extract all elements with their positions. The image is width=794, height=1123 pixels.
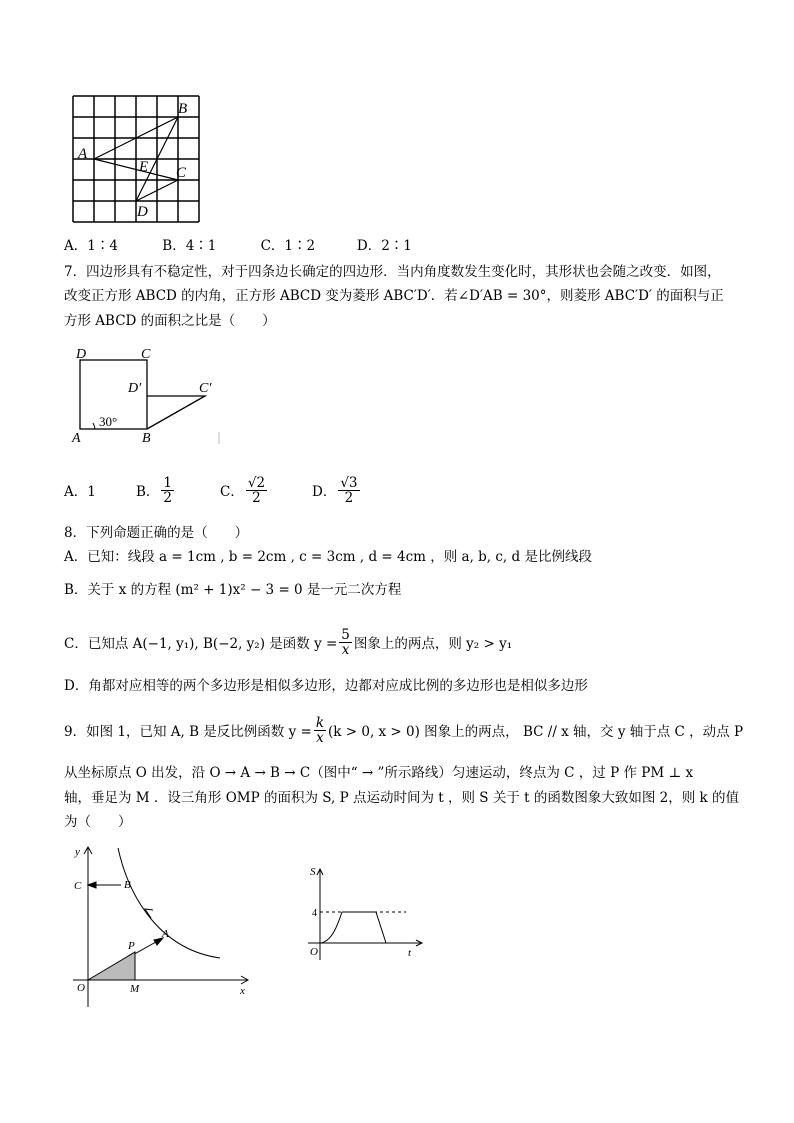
q9-line-1-pre: 9．如图 1，已知 A, B 是反比例函数 y =: [64, 724, 312, 740]
q7-line-3: 方形 ABCD 的面积之比是（ ）: [64, 313, 276, 329]
denominator: x: [316, 729, 324, 746]
q7-option-c-fraction: [246, 476, 267, 505]
q6-options: [64, 236, 412, 256]
denominator: 2: [252, 489, 261, 506]
label-A: A: [78, 146, 88, 162]
q7-option-b: [136, 476, 220, 505]
numerator: 1: [163, 474, 173, 491]
label-A: A: [72, 431, 81, 446]
label-D: D: [76, 347, 87, 362]
numerator: √2: [247, 474, 266, 491]
label-D: D: [137, 204, 148, 220]
q9-line-1: [64, 712, 743, 748]
numerator: √3: [340, 474, 358, 491]
numerator: 5: [341, 626, 350, 643]
q7-option-a: A．1: [64, 484, 96, 500]
q8-option-b: B．关于 x 的方程 (m² + 1)x² − 3 = 0 是一元二次方程: [64, 582, 402, 598]
q7-option-d-prefix: D．: [312, 484, 337, 500]
q8-option-c-pre: C．已知点 A(−1, y₁), B(−2, y₂) 是函数 y =: [64, 636, 338, 652]
q9-fraction: [314, 716, 326, 745]
q8-option-c: [64, 624, 512, 660]
q7-option-d-fraction: [338, 476, 359, 505]
denominator: x: [341, 641, 350, 658]
q6-option-c: C．1∶2: [260, 238, 316, 254]
label-B: B: [142, 431, 151, 446]
label-C: C: [141, 347, 151, 362]
label-O: O: [77, 982, 85, 994]
label-P: P: [128, 940, 135, 952]
q9-line-1-post: (k > 0, x > 0) 图象上的两点， BC // x 轴，交 y 轴于点 C ，动点 P: [328, 724, 744, 740]
q8-option-c-fraction: [339, 628, 352, 657]
axis-label-S: S: [310, 866, 316, 878]
label-A: A: [162, 928, 169, 940]
q8-option-c-post: 图象上的两点，则 y₂ > y₁: [353, 636, 513, 652]
q8-stem: 8．下列命题正确的是（ ）: [64, 525, 249, 541]
numerator: k: [315, 714, 325, 731]
tick-label-4: 4: [312, 908, 317, 919]
q9-line-2: 从坐标原点 O 出发，沿 O → A → B → C（图中“ → ”所示路线）匀速运动，终点为 C ，过 P 作 PM ⊥ x: [64, 765, 694, 781]
label-O: O: [310, 946, 318, 958]
angle-label: 30°: [99, 414, 118, 429]
q6-grid-figure: [66, 92, 206, 227]
q7-option-d: [312, 476, 362, 505]
q7-option-c: [220, 476, 312, 505]
q7-line-1: 7．四边形具有不稳定性，对于四条边长确定的四边形．当内角度数发生变化时，其形状也会随之改变．如图，: [64, 264, 721, 280]
q7-rhombus-figure: [70, 344, 230, 446]
label-M: M: [130, 983, 140, 995]
q7-option-b-prefix: B．: [136, 484, 160, 500]
axis-label-y: y: [75, 846, 80, 858]
q8-option-a: A．已知：线段 a = 1cm , b = 2cm , c = 3cm , d = 4cm ，则 a, b, c, d 是比例线段: [64, 549, 592, 565]
q9-figure-2: [306, 864, 430, 964]
q7-option-c-prefix: C．: [220, 484, 244, 500]
q7-options: [64, 470, 362, 510]
q8-option-d: D．角都对应相等的两个多边形是相似多边形，边都对应成比例的多边形也是相似多边形: [64, 678, 588, 694]
q9-figure-1: [68, 842, 258, 1012]
label-E: E: [139, 159, 149, 175]
label-C: C: [176, 165, 187, 181]
label-D-prime: D′: [128, 381, 142, 396]
q9-line-4: 为（ ）: [64, 814, 132, 830]
label-C: C: [74, 880, 82, 892]
denominator: 2: [344, 489, 354, 506]
axis-label-x: x: [240, 985, 245, 997]
q7-option-b-fraction: [161, 476, 174, 505]
label-C-prime: C′: [199, 381, 212, 396]
q7-line-2: 改变正方形 ABCD 的内角，正方形 ABCD 变为菱形 ABC′D′．若∠D′AB = 30°，则菱形 ABC′D′ 的面积与正: [64, 288, 724, 304]
q9-line-3: 轴，垂足为 M ．设三角形 OMP 的面积为 S, P 点运动时间为 t ，则 S 关于 t 的函数图象大致如图 2，则 k 的值: [64, 790, 739, 806]
q6-option-a: A．1∶4: [64, 238, 118, 254]
axis-label-t: t: [408, 947, 412, 959]
denominator: 2: [163, 489, 173, 506]
q6-option-b: B．4∶1: [162, 238, 217, 254]
q6-option-d: D．2∶1: [356, 238, 412, 254]
label-B: B: [124, 879, 131, 891]
label-B: B: [178, 101, 188, 117]
